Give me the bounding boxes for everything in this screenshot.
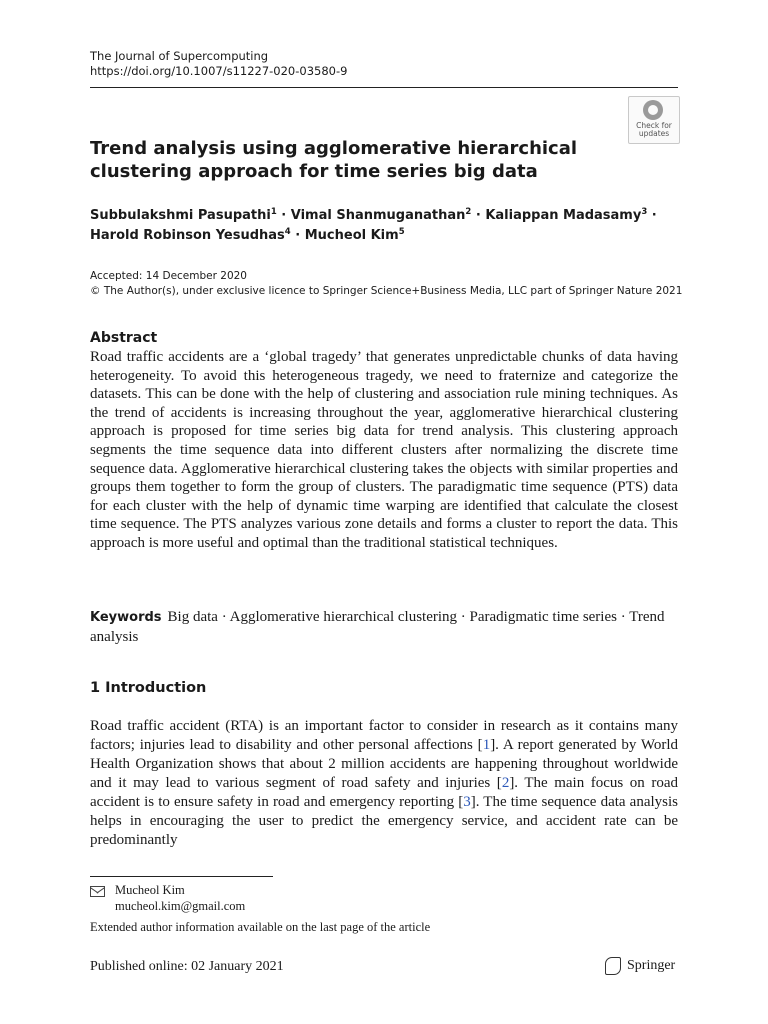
introduction-paragraph: Road traffic accident (RTA) is an important factor to consider in research as it contains many factors; injuries lead to disability and other personal affections [1]. A report generated by World Health Organization shows that about 2 million accidents are happening throughout worldwide and it may lead to various segment of road safety and injuries [2]. The main focus on road accident is to ensure safety in road and emergency reporting [3]. The time sequence data analysis helps in encouraging the user to predict the emergency service, and accident rate can be predominantly <box>90 718 678 848</box>
author-affil: 3 <box>641 207 648 217</box>
keywords <box>90 608 678 646</box>
footnote-divider <box>90 876 273 877</box>
header-divider <box>90 87 678 88</box>
keywords-text: Big data · Agglomerative hierarchical clustering · Paradigmatic time series · Trend analysis <box>90 609 665 645</box>
doi-link[interactable]: https://doi.org/10.1007/s11227-020-03580-9 <box>90 64 348 78</box>
envelope-icon <box>90 886 105 897</box>
published-online-date: Published online: 02 January 2021 <box>90 959 284 974</box>
author-name: Vimal Shanmuganathan <box>290 208 466 223</box>
paper-title: Trend analysis using agglomerative hierarchical clustering approach for time series big data <box>90 138 578 182</box>
section-heading-introduction: 1 Introduction <box>90 680 207 696</box>
copyright-notice: © The Author(s), under exclusive licence to Springer Science+Business Media, LLC part of Springer Nature 2021 <box>90 285 683 297</box>
author-affil: 2 <box>465 207 472 217</box>
journal-name: The Journal of Supercomputing <box>90 49 269 63</box>
author-affil: 4 <box>284 227 291 237</box>
citation-link[interactable]: 1 <box>482 737 491 753</box>
abstract-heading: Abstract <box>90 330 158 346</box>
check-updates-icon <box>643 100 663 120</box>
publisher-name: Springer <box>627 958 676 973</box>
publisher-logo <box>605 957 675 975</box>
corresponding-author <box>90 882 245 914</box>
check-for-updates-badge[interactable] <box>628 96 680 144</box>
corresponding-author-email[interactable]: mucheol.kim@gmail.com <box>115 899 246 913</box>
journal-header <box>90 49 347 79</box>
author-name: Mucheol Kim <box>304 228 399 243</box>
author-affil: 1 <box>270 207 277 217</box>
accepted-date: Accepted: 14 December 2020 <box>90 270 247 282</box>
abstract-text: Road traffic accidents are a ‘global tragedy’ that generates unpredictable chunks of data having heterogeneity. To avoid this heterogeneous tragedy, we need to fraternize and categorize the datasets. This can be done with the help of clustering and association rule mining techniques. As the trend of accidents is increasing throughout the year, agglomerative hierarchical clustering approach is proposed for time series big data for trend analysis. This clustering approach segments the time sequence data into different clusters after normalizing the discrete time sequence data. Agglomerative hierarchical clustering takes the objects with similar properties and groups them together to form the group of clusters. The paradigmatic time sequence (PTS) data for each cluster with the help of dynamic time warping are identified that calculate the closest time sequence. The PTS analyzes various zone details and forms a cluster to report the data. This approach is more useful and optimal than the traditional statistical techniques. <box>90 349 678 551</box>
author-name: Harold Robinson Yesudhas <box>90 228 285 243</box>
keywords-label: Keywords <box>90 610 162 625</box>
author-affil: 5 <box>398 227 405 237</box>
author-name: Subbulakshmi Pasupathi <box>90 208 271 223</box>
springer-horse-icon <box>605 957 621 975</box>
publication-dates <box>90 269 710 299</box>
check-updates-label: Check for updates <box>636 121 672 138</box>
author-list: Subbulakshmi Pasupathi$^1$ · Vimal Shanmuganathan$^2$ · Kaliappan Madasamy$^3$ · Harold Robinson Yesudhas$^4$ · Mucheol Kim$^5$ <box>90 207 657 243</box>
extended-author-info: Extended author information available on the last page of the article <box>90 920 431 934</box>
citation-link[interactable]: 2 <box>501 775 510 791</box>
corresponding-author-name: Mucheol Kim <box>115 883 185 897</box>
author-name: Kaliappan Madasamy <box>485 208 642 223</box>
citation-link[interactable]: 3 <box>463 794 471 810</box>
